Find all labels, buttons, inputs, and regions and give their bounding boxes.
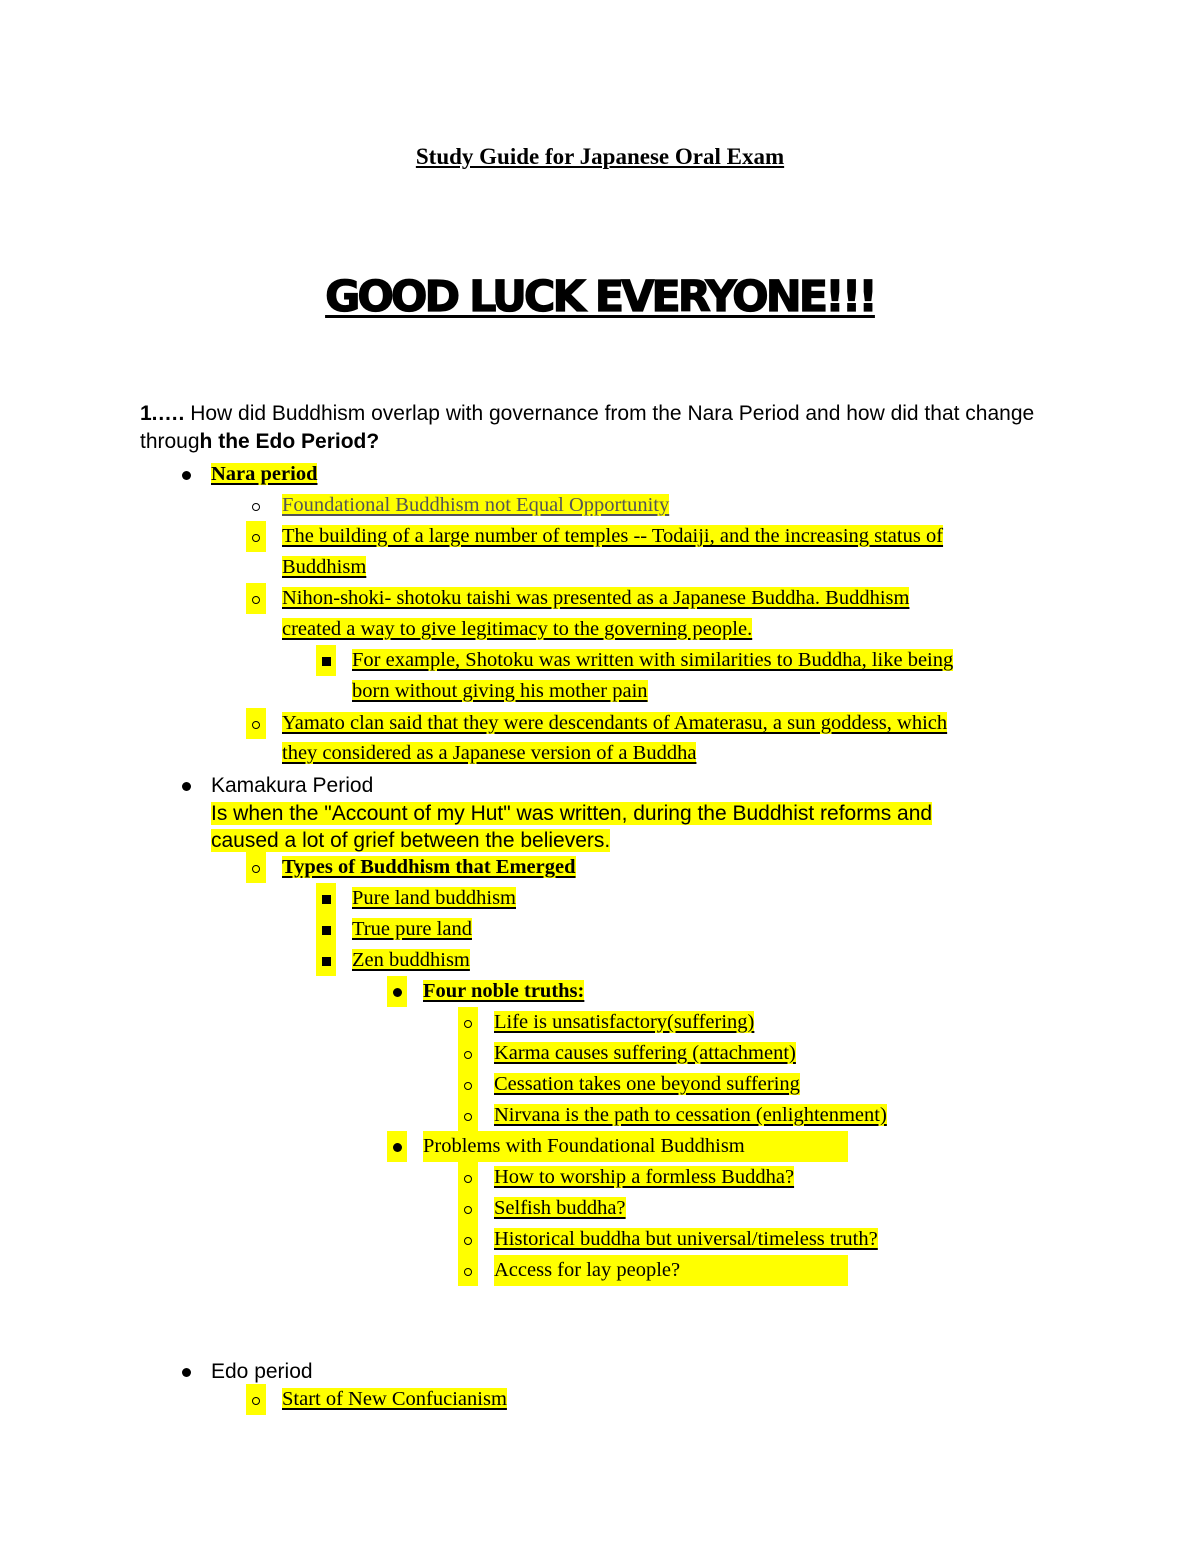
ring-bullet-icon (246, 521, 266, 552)
ring-bullet-icon (458, 1162, 478, 1193)
truth-item: Cessation takes one beyond suffering (494, 1073, 800, 1095)
ring-bullet-icon (458, 1193, 478, 1224)
problem-item: How to worship a formless Buddha? (494, 1166, 795, 1188)
ring-bullet-icon (458, 1224, 478, 1255)
square-bullet-icon (316, 645, 336, 676)
types-heading: Types of Buddhism that Emerged (282, 856, 576, 878)
ring-bullet-icon (458, 1007, 478, 1038)
edo-item: Start of New Confucianism (282, 1388, 507, 1410)
bullet-icon (387, 976, 407, 1007)
problems-heading: Problems with Foundational Buddhism (423, 1131, 848, 1162)
bullet-icon (176, 1356, 196, 1387)
nara-item: The building of a large number of temples -- Todaiji, and the increasing status of (282, 525, 944, 547)
problem-item: Selfish buddha? (494, 1197, 626, 1219)
kamakura-desc: Is when the "Account of my Hut" was written, during the Buddhist reforms and (211, 802, 933, 825)
nara-heading: Nara period (211, 463, 318, 485)
question-text-b: h the Edo Period? (199, 430, 380, 453)
ring-bullet-icon (246, 708, 266, 739)
type-item: Pure land buddhism (352, 887, 516, 909)
bullet-icon (176, 459, 196, 490)
bullet-icon (387, 1131, 407, 1162)
square-bullet-icon (316, 914, 336, 945)
nara-item-cont: they considered as a Japanese version of a Buddha (282, 742, 697, 764)
type-item: Zen buddhism (352, 949, 470, 971)
nara-item-cont: Buddhism (282, 556, 367, 578)
ring-bullet-icon (458, 1255, 478, 1286)
problem-item: Historical buddha but universal/timeless truth? (494, 1228, 878, 1250)
type-item: True pure land (352, 918, 472, 940)
question-text-a: How did Buddhism overlap with governance from the Nara Period and how did that change throug (140, 402, 1035, 453)
ring-bullet-icon (458, 1038, 478, 1069)
ring-bullet-icon (458, 1069, 478, 1100)
nara-subitem-cont: born without giving his mother pain (352, 680, 648, 702)
problem-item: Access for lay people? (494, 1255, 848, 1286)
ring-bullet-icon (246, 490, 266, 521)
question-number: 1.…. (140, 402, 185, 425)
truth-item: Karma causes suffering (attachment) (494, 1042, 796, 1064)
nara-item: Nihon-shoki- shotoku taishi was presented as a Japanese Buddha. Buddhism (282, 587, 910, 609)
question-1 (140, 400, 1040, 456)
ring-bullet-icon (458, 1100, 478, 1131)
ring-bullet-icon (246, 583, 266, 614)
document-title: Study Guide for Japanese Oral Exam (415, 144, 785, 169)
nara-item: Yamato clan said that they were descendants of Amaterasu, a sun goddess, which (282, 712, 948, 734)
truth-item: Life is unsatisfactory(suffering) (494, 1011, 755, 1033)
ring-bullet-icon (246, 852, 266, 883)
nara-subitem: For example, Shotoku was written with similarities to Buddha, like being (352, 649, 954, 671)
nara-item-cont: created a way to give legitimacy to the governing people. (282, 618, 753, 640)
kamakura-heading: Kamakura Period (211, 774, 374, 797)
nara-item: Foundational Buddhism not Equal Opportunity (282, 494, 670, 516)
square-bullet-icon (316, 945, 336, 976)
good-luck-banner: GOOD LUCK EVERYONE!!! (325, 272, 875, 322)
kamakura-desc-cont: caused a lot of grief between the believers. (211, 829, 611, 852)
truths-heading: Four noble truths: (423, 980, 585, 1002)
square-bullet-icon (316, 883, 336, 914)
ring-bullet-icon (246, 1384, 266, 1415)
edo-heading: Edo period (211, 1360, 313, 1383)
truth-item: Nirvana is the path to cessation (enlightenment) (494, 1104, 887, 1126)
bullet-icon (176, 770, 196, 801)
